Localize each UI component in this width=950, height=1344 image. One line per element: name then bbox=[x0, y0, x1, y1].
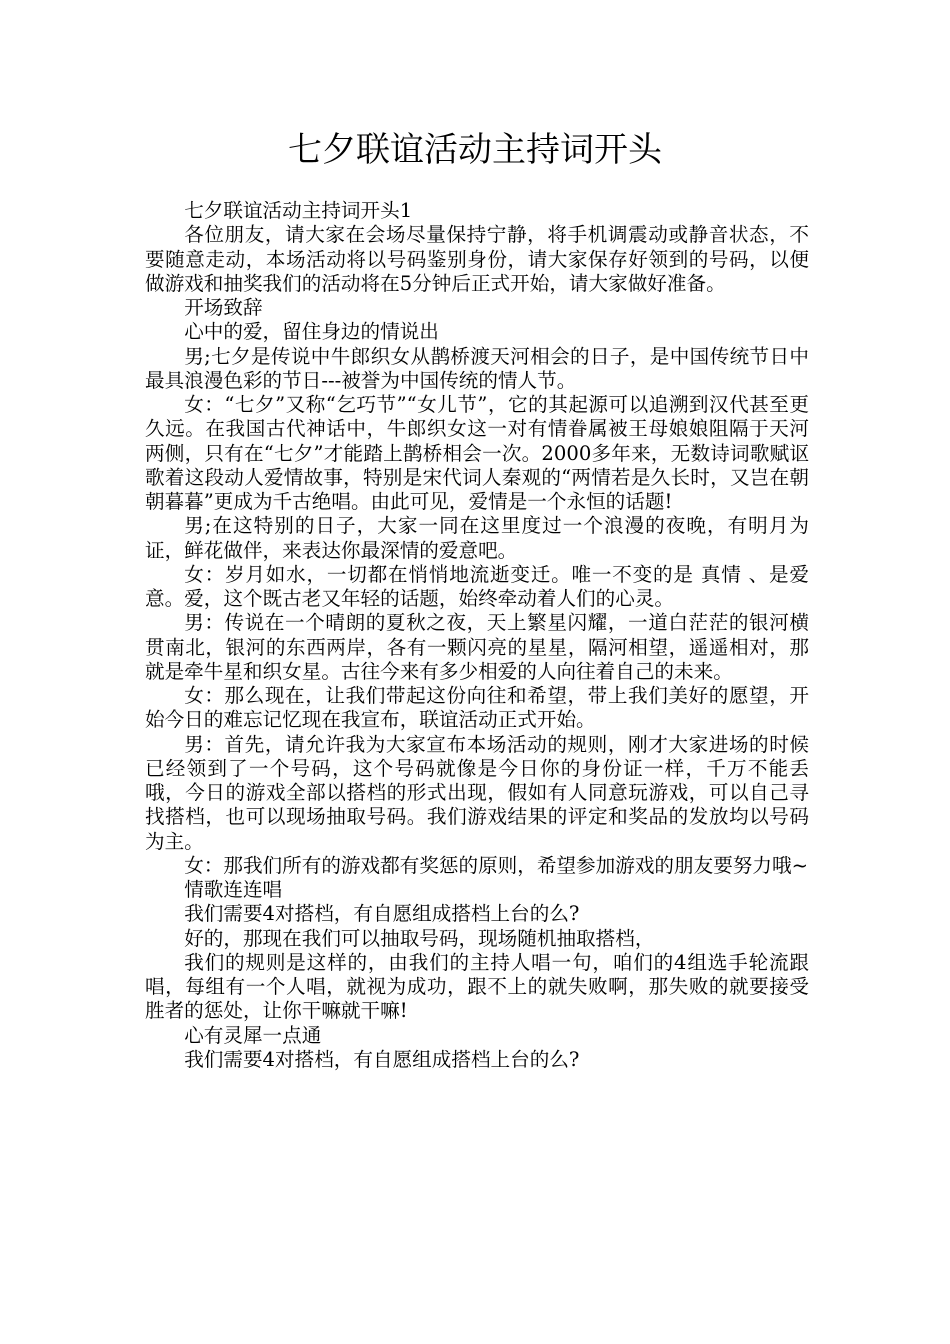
paragraph: 男;在这特别的日子，大家一同在这里度过一个浪漫的夜晚，有明月为证，鲜花做伴，来表达你最深情的爱意吧。 bbox=[145, 514, 809, 562]
paragraph: 各位朋友，请大家在会场尽量保持宁静，将手机调震动或静音状态，不要随意走动，本场活动将以号码鉴别身份，请大家保存好领到的号码，以便做游戏和抽奖我们的活动将在5分钟后正式开始，请大家做好准备。 bbox=[145, 223, 809, 295]
paragraph: 七夕联谊活动主持词开头1 bbox=[184, 199, 413, 222]
paragraph: 女：那么现在，让我们带起这份向往和希望，带上我们美好的愿望，开始今日的难忘记忆现在我宣布，联谊活动正式开始。 bbox=[145, 684, 809, 732]
document-title: 七夕联谊活动主持词开头 bbox=[288, 130, 662, 170]
paragraph: 女：“七夕”又称“乞巧节”“女儿节”，它的其起源可以追溯到汉代甚至更久远。在我国古代神话中，牛郎织女这一对有情眷属被王母娘娘阻隔于天河两侧，只有在“七夕”才能踏上鹊桥相会一次。2000多年来，无数诗词歌赋讴歌着这段动人爱情故事，特别是宋代词人秦观的“两情若是久长时，又岂在朝朝暮暮”更成为千古绝唱。由此可见，爱情是一个永恒的话题! bbox=[145, 393, 809, 513]
paragraph: 女：那我们所有的游戏都有奖惩的原则，希望参加游戏的朋友要努力哦~ bbox=[184, 853, 809, 877]
section-heading: 心有灵犀一点通 bbox=[184, 1023, 322, 1047]
paragraph: 我们需要4对搭档，有自愿组成搭档上台的么? bbox=[184, 902, 580, 926]
section-heading: 开场致辞 bbox=[184, 296, 263, 319]
section-heading: 情歌连连唱 bbox=[184, 878, 283, 901]
paragraph: 好的，那现在我们可以抽取号码，现场随机抽取搭档， bbox=[184, 926, 655, 950]
document-body bbox=[145, 199, 809, 1072]
paragraph: 男;七夕是传说中牛郎织女从鹊桥渡天河相会的日子，是中国传统节日中最具浪漫色彩的节日---被誉为中国传统的情人节。 bbox=[145, 344, 809, 392]
paragraph: 我们的规则是这样的，由我们的主持人唱一句，咱们的4组选手轮流跟唱，每组有一个人唱，就视为成功，跟不上的就失败啊，那失败的就要接受胜者的惩处，让你干嘛就干嘛! bbox=[145, 950, 809, 1023]
paragraph: 男：首先，请允许我为大家宣布本场活动的规则，刚才大家进场的时候已经领到了一个号码，这个号码就像是今日你的身份证一样，千万不能丢哦，今日的游戏全部以搭档的形式出现，假如有人同意玩游戏，可以自己寻找搭档，也可以现场抽取号码。我们游戏结果的评定和奖品的发放均以号码为主。 bbox=[145, 732, 809, 853]
paragraph: 男：传说在一个晴朗的夏秋之夜，天上繁星闪耀，一道白茫茫的银河横贯南北，银河的东西两岸，各有一颗闪亮的星星，隔河相望，遥遥相对，那就是牵牛星和织女星。古往今来有多少相爱的人向往着自己的未来。 bbox=[145, 611, 809, 683]
paragraph: 我们需要4对搭档，有自愿组成搭档上台的么? bbox=[184, 1047, 580, 1071]
paragraph: 女：岁月如水，一切都在悄悄地流逝变迁。唯一不变的是 真情 、是爱意。爱，这个既古老又年轻的话题，始终牵动着人们的心灵。 bbox=[145, 562, 809, 610]
paragraph: 心中的爱，留住身边的情说出 bbox=[184, 320, 439, 344]
